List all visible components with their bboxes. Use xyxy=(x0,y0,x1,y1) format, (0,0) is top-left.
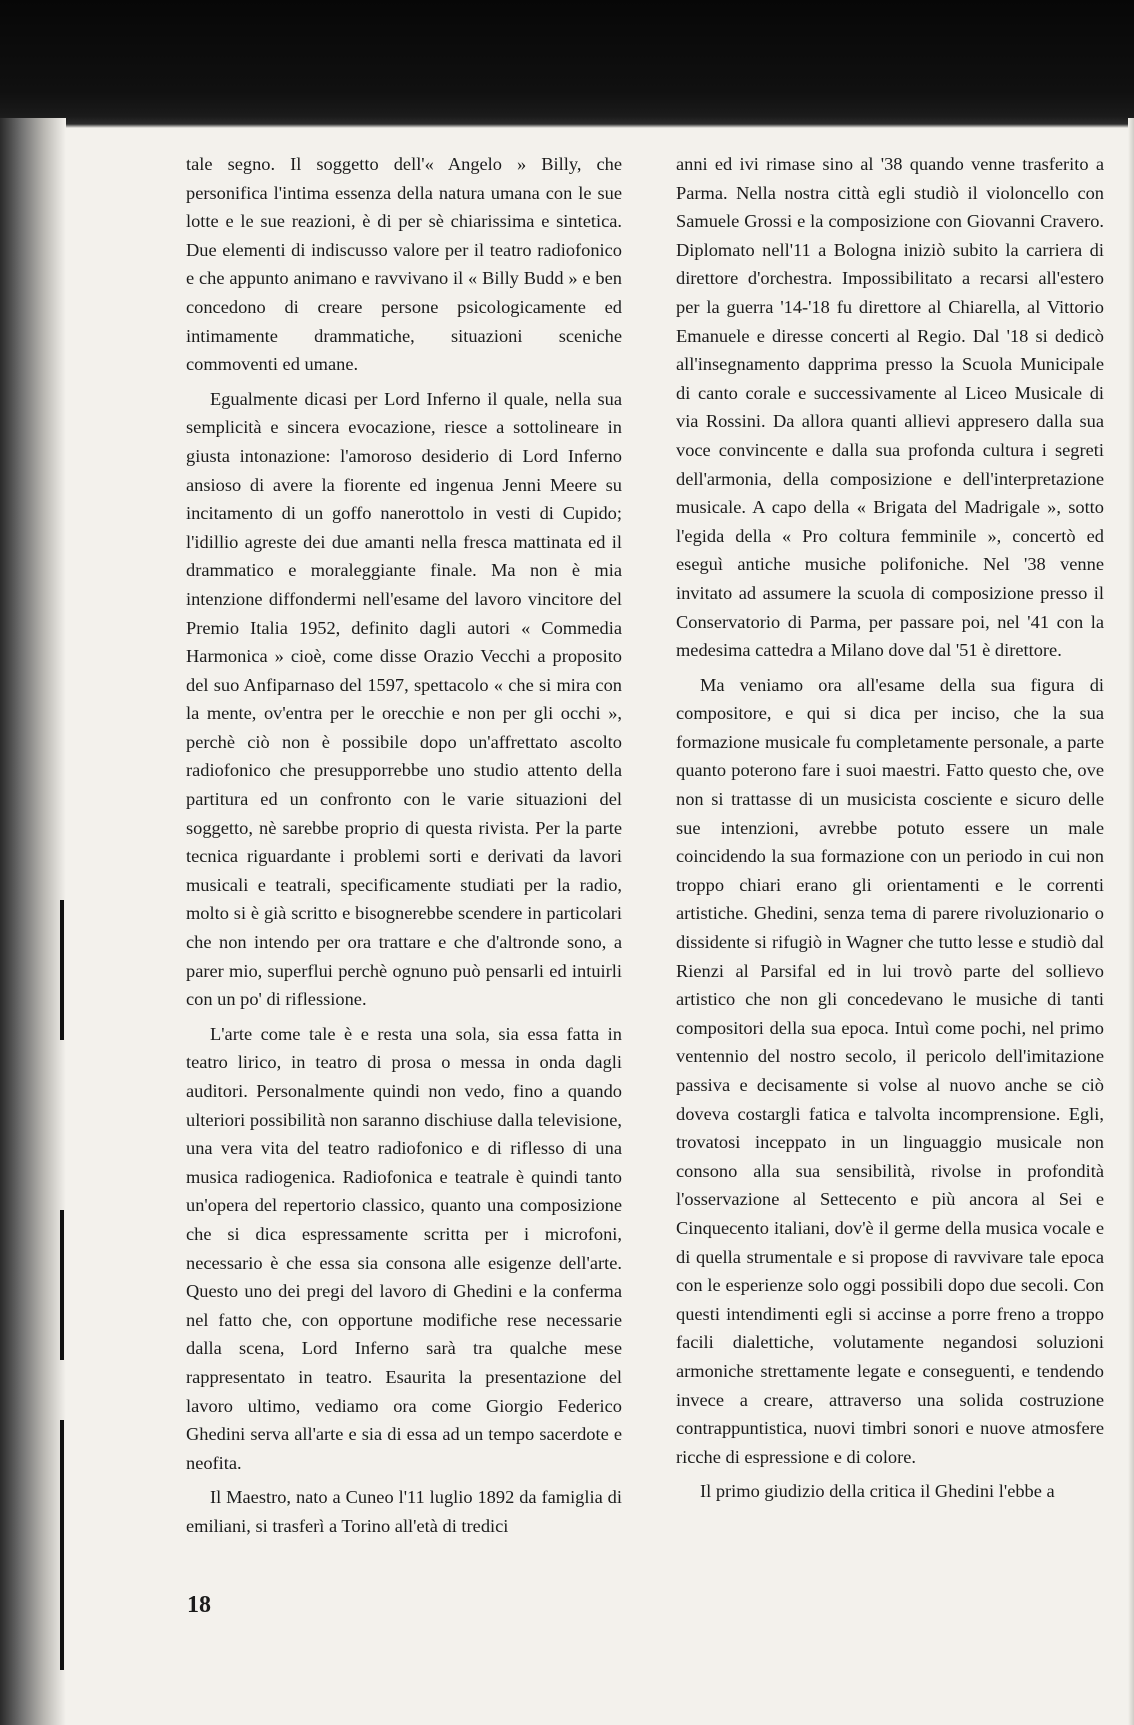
scan-mark xyxy=(60,1210,64,1360)
scan-mark xyxy=(60,1420,64,1670)
paragraph: tale segno. Il soggetto dell'« Angelo » Billy, che personifica l'intima essenza della natura umana con le sue lotte e le sue reazioni, è di per sè chiarissima e sintetica. Due elementi di indiscusso valore per il teatro radiofonico e che appunto animano e ravvivano il « Billy Budd » e ben concedono di creare persone psicologicamente ed intimamente drammatiche, situazioni sceniche commoventi ed umane. xyxy=(186,154,622,375)
scan-border-top xyxy=(0,0,1134,128)
paragraph: Ma veniamo ora all'esame della sua figura di compositore, e qui si dica per inciso, che la sua formazione musicale fu completamente personale, a parte quanto poterono fare i suoi maestri. Fatto questo che, ove non si trattasse di un musicista cosciente e sicuro delle sue intenzioni, avrebbe potuto essere un male coincidendo la sua formazione con un periodo in cui non troppo chiari erano gli orientamenti e le correnti artistiche. Ghedini, senza tema di parere rivoluzionario o dissidente si rifugiò in Wagner che tutto lesse e studiò dal Rienzi al Parsifal ed in lui trovò parte del sollievo artistico che non gli concedevano le musiche di tanti compositori della sua epoca. Intuì come pochi, nel primo ventennio del nostro secolo, il pericolo dell'imitazione passiva e decisamente si volse al nuovo anche se ciò doveva costargli fatica e talvolta incomprensione. Egli, trovatosi inceppato in un linguaggio musicale non consono alla sua sensibilità, rivolse in profondità l'osservazione al Settecento e più ancora al Sei e Cinquecento italiani, dov'è il germe della musica vocale e di quella strumentale e si propose di ravvivare tale epoca con le esperienze solo oggi possibili dopo due secoli. Con questi intendimenti egli si accinse a porre freno a troppo facili dialettiche, volutamente negandosi soluzioni armoniche strettamente legate e conseguenti, e tendendo invece a creare, attraverso una solida costruzione contrappuntistica, nuovi timbri sonori e nuove atmosfere ricche di espressione e di colore. xyxy=(676,674,1104,1467)
scan-mark xyxy=(60,900,64,1040)
paragraph: L'arte come tale è e resta una sola, sia essa fatta in teatro lirico, in teatro di prosa o messa in onda dagli auditori. Personalmente quindi non vedo, fino a quando ulteriori possibilità non saranno dischiuse dalla televisione, una vera vita del teatro radiofonico e di riflesso di una musica radiogenica. Radiofonica e teatrale è quindi tanto un'opera del repertorio classico, quanto una composizione che si dica espressamente scritta per i microfoni, necessario è che essa sia consona alle esigenze dell'arte. Questo uno dei pregi del lavoro di Ghedini e la conferma nel fatto che, con opportune modifiche rese necessarie dalla scena, Lord Inferno sarà tra qualche mese rappresentato in teatro. Esaurita la presentazione del lavoro ultimo, vediamo ora come Giorgio Federico Ghedini serva all'arte e sia di essa ad un tempo sacerdote e neofita. xyxy=(186,1023,622,1473)
page-number: 18 xyxy=(187,1592,211,1618)
scan-border-left xyxy=(0,118,66,1725)
scan-border-right xyxy=(1128,118,1134,1725)
right-text-column xyxy=(676,150,1104,1512)
left-text-column xyxy=(186,150,622,1547)
paragraph: anni ed ivi rimase sino al '38 quando venne trasferito a Parma. Nella nostra città egli studiò il violoncello con Samuele Grossi e la composizione con Giovanni Cravero. Diplomato nell'11 a Bologna iniziò subito la carriera di direttore d'orchestra. Impossibilitato a recarsi all'estero per la guerra '14-'18 fu direttore al Chiarella, al Vittorio Emanuele e diresse concerti al Regio. Dal '18 si dedicò all'insegnamento dapprima presso la Scuola Municipale di canto corale e successivamente al Liceo Musicale di via Rossini. Da allora quanti allievi appresero dalla sua voce convincente e dalla sua profonda cultura i segreti dell'armonia, della composizione e dell'interpretazione musicale. A capo della « Brigata del Madrigale », sotto l'egida della « Pro coltura femminile », concertò ed eseguì antiche musiche polifoniche. Nel '38 venne invitato ad assumere la scuola di composizione presso il Conservatorio di Parma, per passare poi, nel '41 con la medesima cattedra a Milano dove dal '51 è direttore. xyxy=(676,154,1104,661)
paragraph: Egualmente dicasi per Lord Inferno il quale, nella sua semplicità e sincera evocazione, riesce a sottolineare in giusta intonazione: l'amoroso desiderio di Lord Inferno ansioso di avere la fiorente ed ingenua Jenni Meere su incitamento di un goffo nanerottolo in vesti di Cupido; l'idillio agreste dei due amanti nella fresca mattinata ed il drammatico e moraleggiante finale. Ma non è mia intenzione diffondermi nell'esame del lavoro vincitore del Premio Italia 1952, definito dagli autori « Commedia Harmonica » cioè, come disse Orazio Vecchi a proposito del suo Anfiparnaso del 1597, spettacolo « che si mira con la mente, ov'entra per le orecchie e non per gli occhi », perchè ciò non è possibile dopo un'affrettato ascolto radiofonico che presupporrebbe uno studio attento della partitura ed un confronto con le varie situazioni del soggetto, nè sarebbe proprio di questa rivista. Per la parte tecnica riguardante i problemi sorti e derivati da lavori musicali e teatrali, specificamente studiati per la radio, molto si è già scritto e bisognerebbe scendere in particolari che non intendo per ora trattare e che d'altronde sono, a parer mio, superflui perchè ognuno può pensarli ed intuirli con un po' di riflessione. xyxy=(186,388,622,1010)
paragraph: Il primo giudizio della critica il Ghedini l'ebbe a xyxy=(700,1481,1055,1502)
paragraph: Il Maestro, nato a Cuneo l'11 luglio 1892 da famiglia di emiliani, si trasferì a Torino all'età di tredici xyxy=(186,1487,622,1536)
